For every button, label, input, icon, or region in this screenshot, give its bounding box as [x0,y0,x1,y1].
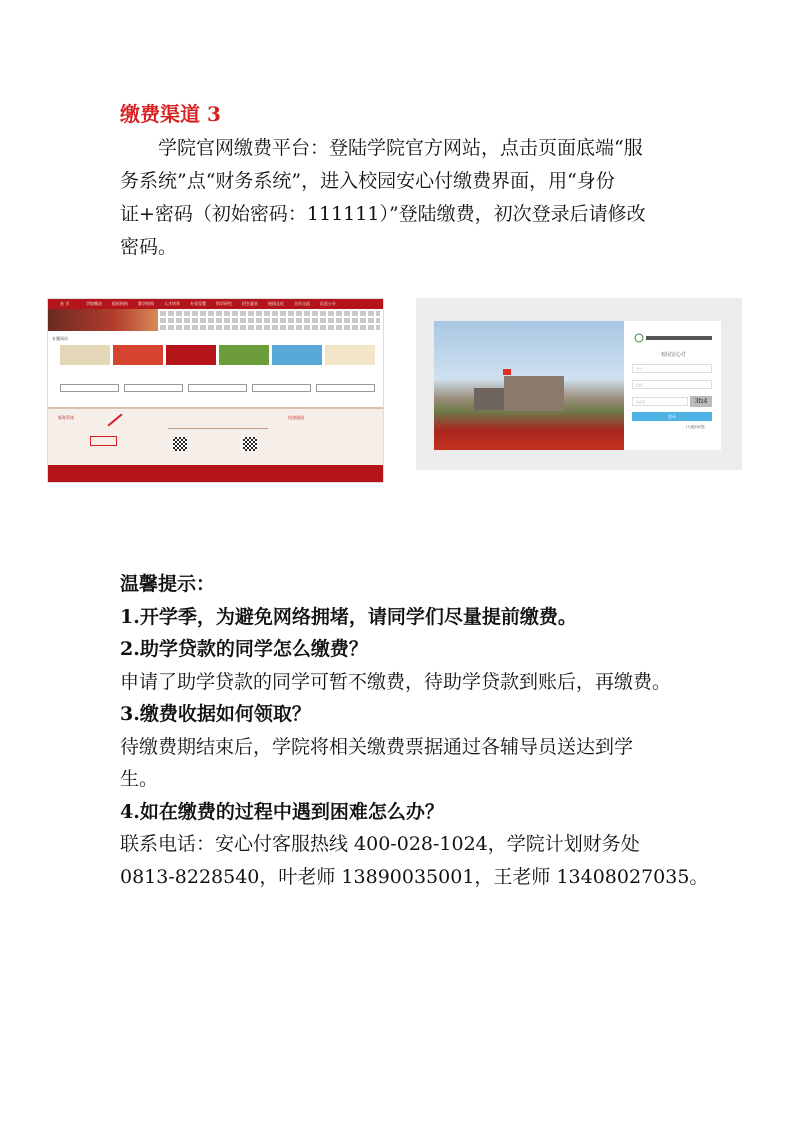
tip-question: 4.如在缴费的过程中遇到困难怎么办？ [120,800,444,823]
nav-item: 人才培养 [164,301,180,306]
tips-heading: 温馨提示： [120,573,216,595]
site-banner [219,345,269,365]
paragraph-line: 务系统”点“财务系统”，进入校园安心付缴费界面，用“身份 [120,170,615,192]
nav-item: 招生就业 [242,301,258,306]
login-form [624,321,721,450]
nav-item: 科学研究 [216,301,232,306]
nav-item: 组织机构 [112,301,128,306]
login-button: 登录 [632,412,712,421]
college-logo [634,333,714,343]
instructions-paragraph [120,132,680,264]
website-footer [48,465,383,482]
college-website-screenshot [47,298,384,483]
finance-system-link [90,436,117,446]
special-sites-label: 专题网站 [52,336,68,341]
website-banner [48,309,158,331]
news-list [160,311,380,331]
campus-photo [434,321,629,450]
college-logo [168,414,268,429]
nav-item: 合作交流 [294,301,310,306]
tip-answer: 待缴费期结束后，学院将相关缴费票据通过各辅导员送达到学 [120,735,634,758]
site-banner [166,345,216,365]
login-title: 校园安心付 [661,352,687,358]
nav-item: 学院概况 [86,301,102,306]
student-id-input: 学号 [632,364,712,373]
tips-section [120,568,710,893]
nav-item: 信息公开 [320,301,336,306]
tip-answer: 联系电话：安心付客服热线 400-028-1024，学院计划财务处 [120,833,640,855]
tip-question: 1.开学季，为避免网络拥堵，请同学们尽量提前缴费。 [120,605,577,628]
help-link: (?)遇到问题 [686,425,705,429]
nav-item: 首 页 [60,301,70,306]
paragraph-line: 证+密码（初始密码：111111）”登陆缴费，初次登录后请修改 [120,203,646,225]
flag-icon [503,369,511,375]
nav-item: 专业设置 [190,301,206,306]
qr-code-icon [243,437,257,451]
paragraph-line: 学院官网缴费平台：登陆学院官方网站，点击页面底端“服 [158,137,643,159]
qr-code-icon [173,437,187,451]
nav-item: 校园文化 [268,301,284,306]
site-banner [60,345,110,365]
captcha-input: 验证码 [632,397,688,406]
special-sites-banners [60,345,375,365]
tip-question: 2.助学贷款的同学怎么缴费？ [120,638,368,660]
quick-links-selects [60,384,375,392]
payment-login-screenshot [416,298,742,470]
website-nav [48,299,383,309]
service-system-label: 服务系统 [58,415,74,420]
tip-question: 3.缴费收据如何领取？ [120,703,311,725]
paragraph-line: 密码。 [120,236,178,258]
section-title: 缴费渠道 3 [120,102,221,126]
captcha-image: 3fz4 [690,396,712,407]
site-banner [325,345,375,365]
quick-channel-label: 快速通道 [288,415,304,420]
tip-answer: 生。 [120,768,159,790]
nav-item: 教学机构 [138,301,154,306]
tip-answer: 0813-8228540，叶老师 13890035001，王老师 13408027035。 [120,865,709,888]
site-banner [272,345,322,365]
tip-answer: 申请了助学贷款的同学可暂不缴费，待助学贷款到账后，再缴费。 [120,670,672,693]
site-banner [113,345,163,365]
password-input: 密码 [632,380,712,389]
